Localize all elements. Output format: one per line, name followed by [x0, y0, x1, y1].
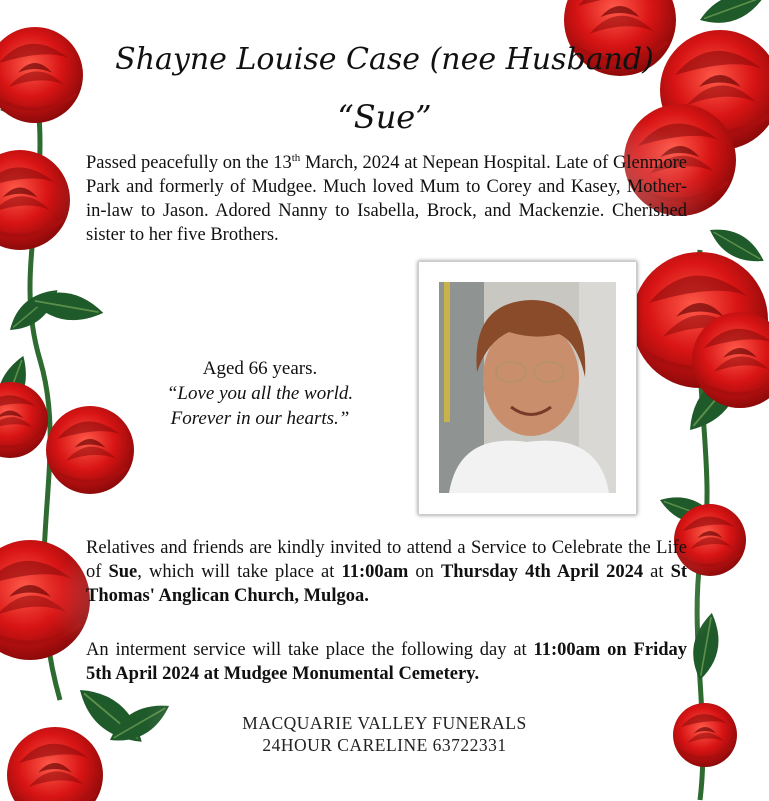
deceased-name: Shayne Louise Case (nee Husband)	[115, 42, 654, 77]
careline-phone: 24HOUR CARELINE 63722331	[262, 735, 507, 755]
service-invitation: Relatives and friends are kindly invited to attend a Service to Celebrate the Life of Sue, which will take place at 11:00am on Thursday 4th April 2024 at St Thomas' Anglican Church, Mulgoa.	[86, 538, 688, 606]
nickname: “Sue”	[337, 98, 432, 136]
intro-paragraph: Passed peacefully on the 13th March, 2024 at Nepean Hospital. Late of Glenmore Park and formerly of Mudgee. Much loved Mum to Corey and Kasey, Mother-in-law to Jason. Adored Nanny to Isabella, Brock, and Mackenzie. Cherished sister to her five Brothers.	[86, 151, 687, 245]
age-text: Aged 66 years.	[202, 358, 318, 379]
tribute-block	[120, 356, 400, 431]
portrait-frame	[418, 261, 637, 515]
funeral-home-name: MACQUARIE VALLEY FUNERALS	[242, 713, 527, 733]
interment-notice: An interment service will take place the following day at 11:00am on Friday 5th April 2024 at Mudgee Monumental Cemetery.	[86, 640, 687, 684]
funeral-director	[0, 712, 769, 756]
quote-line-1: “Love you all the world.	[166, 383, 354, 404]
portrait-photo	[439, 282, 616, 493]
quote-line-2: Forever in our hearts.”	[170, 408, 350, 429]
